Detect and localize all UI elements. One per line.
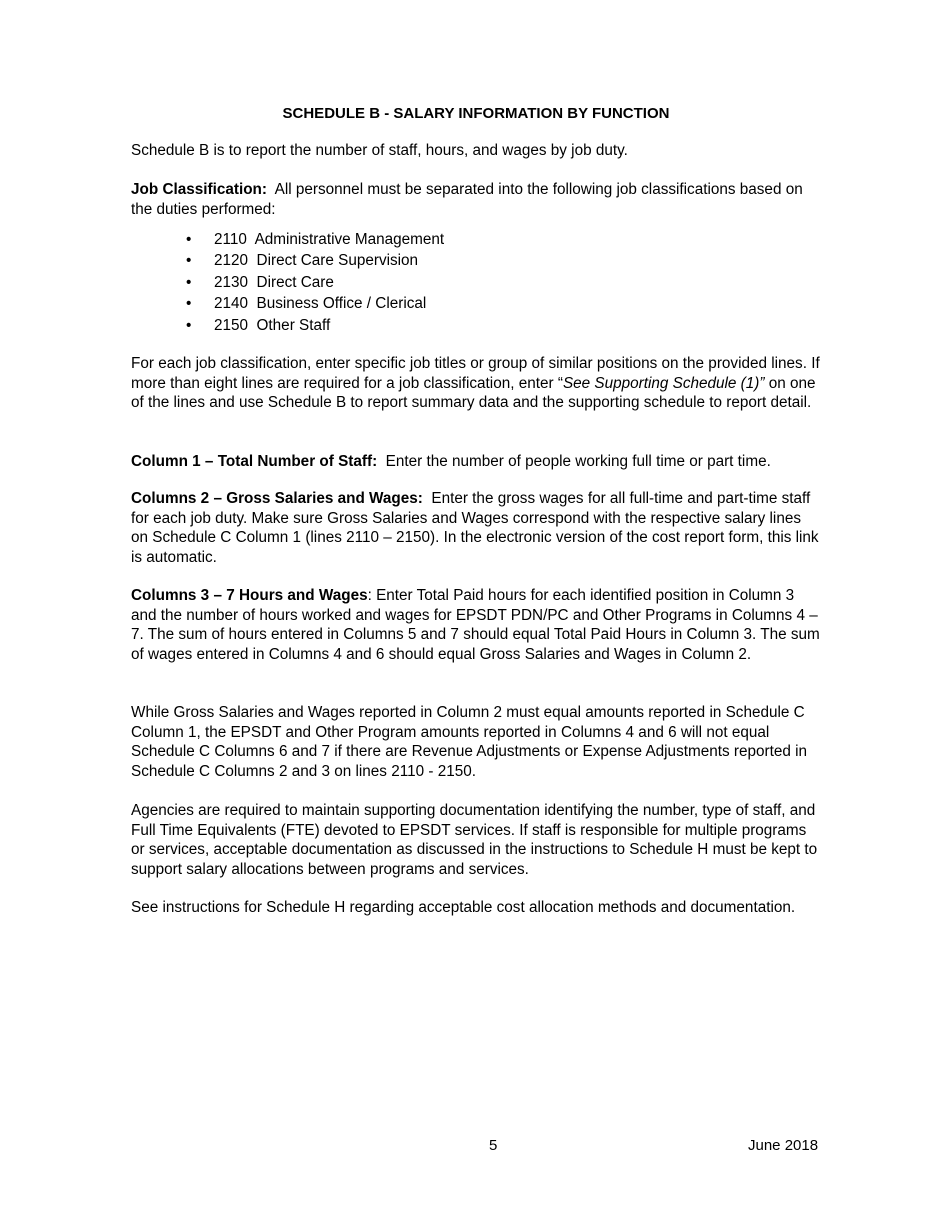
page-title: SCHEDULE B - SALARY INFORMATION BY FUNCTION — [282, 105, 670, 122]
see-instructions-paragraph: See instructions for Schedule H regarding acceptable cost allocation methods and documentation. — [131, 899, 796, 916]
classification-label: Other Staff — [256, 316, 331, 334]
job-titles-italic: See Supporting Schedule (1)” — [562, 374, 765, 392]
bullet-icon: • — [186, 231, 192, 248]
job-titles-text-before: For each job classification, enter specific job titles or group of similar positions on the provided lines. If more than eight lines are required for a job classification, enter “ — [131, 355, 820, 392]
classification-code: 2130 — [214, 273, 249, 291]
classification-label: Direct Care — [256, 273, 334, 291]
list-item — [131, 293, 731, 314]
classification-label: Direct Care Supervision — [256, 252, 419, 270]
intro-paragraph: Schedule B is to report the number of staff, hours, and wages by job duty. — [131, 142, 628, 159]
column1-paragraph — [131, 452, 821, 472]
job-titles-paragraph — [131, 354, 821, 413]
column2-paragraph — [131, 489, 821, 567]
column1-text: Enter the number of people working full time or part time. — [385, 453, 771, 470]
agencies-paragraph: Agencies are required to maintain supporting documentation identifying the number, type of staff, and Full Time Equivalents (FTE) devoted to EPSDT services. If staff is responsible for multiple programs or services, acceptable documentation as discussed in the instructions to Schedule H must be kept to support salary allocations between programs and services. — [131, 802, 818, 878]
column3-7-paragraph — [131, 586, 821, 664]
job-classification-text: All personnel must be separated into the following job classifications based on the duties performed: — [131, 181, 803, 218]
classification-list — [131, 229, 731, 336]
list-item — [131, 272, 731, 293]
classification-label: Administrative Management — [254, 231, 445, 248]
bullet-icon: • — [186, 273, 192, 291]
column2-text: Enter the gross wages for all full-time and part-time staff for each job duty. Make sure Gross Salaries and Wages correspond with the respective salary lines on Schedule C Column 1 (lines 2110 – 2150). In the electronic version of the cost report form, this link is automatic. — [131, 490, 819, 566]
list-item — [131, 229, 731, 250]
classification-label: Business Office / Clerical — [256, 295, 427, 313]
column3-7-heading: Columns 3 – 7 Hours and Wages — [131, 587, 368, 604]
classification-code: 2110 — [214, 231, 247, 248]
job-classification-paragraph — [131, 180, 821, 219]
job-titles-text-after: on one of the lines and use Schedule B to report summary data and the supporting schedule to report detail. — [131, 374, 816, 412]
column2-heading: Columns 2 – Gross Salaries and Wages: — [131, 490, 423, 507]
bullet-icon: • — [186, 295, 192, 313]
job-classification-heading: Job Classification: — [131, 181, 267, 198]
bullet-icon: • — [186, 316, 192, 334]
classification-code: 2150 — [214, 316, 249, 334]
bullet-icon: • — [186, 252, 192, 270]
gross-salaries-paragraph: While Gross Salaries and Wages reported in Column 2 must equal amounts reported in Schedule C Column 1, the EPSDT and Other Program amounts reported in Columns 4 and 6 will not equal Schedule C Columns 6 and 7 if there are Revenue Adjustments or Expense Adjustments reported in Schedule C Columns 2 and 3 on lines 2110 - 2150. — [131, 704, 807, 780]
column1-heading: Column 1 – Total Number of Staff: — [131, 453, 378, 470]
list-item — [131, 250, 731, 271]
page-number: 5 — [489, 1137, 498, 1154]
classification-code: 2120 — [214, 252, 249, 270]
column3-7-text: : Enter Total Paid hours for each identified position in Column 3 and the number of hours worked and wages for EPSDT PDN/PC and Other Programs in Columns 4 – 7. The sum of hours entered in Columns 5 and 7 should equal Total Paid Hours in Column 3. The sum of wages entered in Columns 4 and 6 should equal Gross Salaries and Wages in Column 2. — [131, 587, 820, 663]
classification-code: 2140 — [214, 295, 249, 313]
footer-date: June 2018 — [748, 1137, 819, 1154]
list-item — [131, 315, 731, 336]
